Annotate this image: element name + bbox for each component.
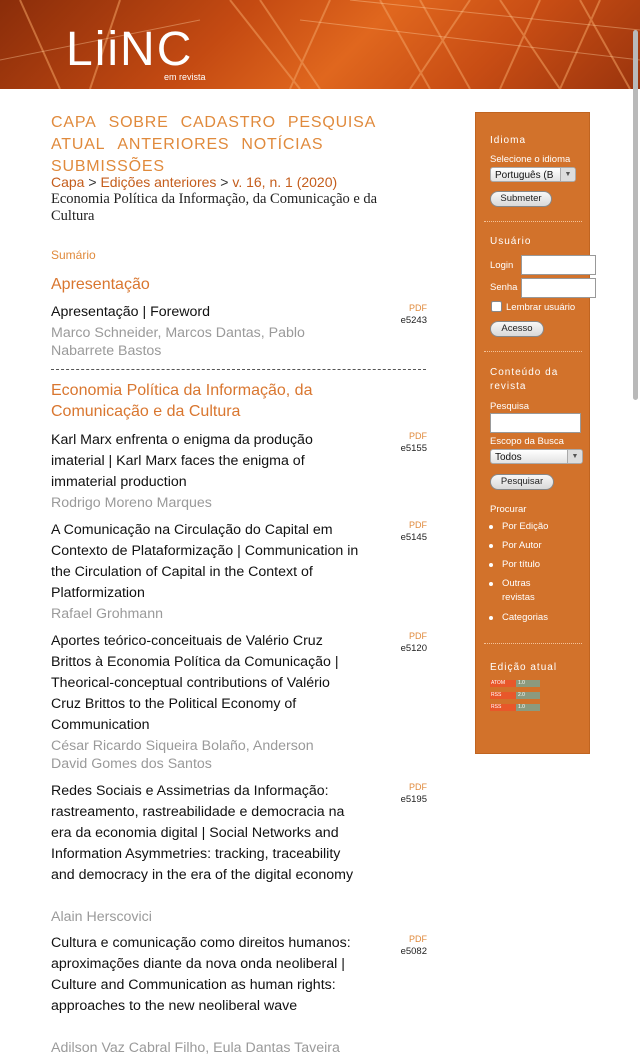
current-issue-heading: Edição atual <box>490 662 558 673</box>
pdf-link[interactable]: PDF <box>409 934 427 944</box>
section-divider <box>51 369 426 370</box>
article-authors: César Ricardo Siqueira Bolaño, Anderson David Gomes dos Santos <box>51 738 314 772</box>
article-code: e5120 <box>400 643 427 654</box>
pdf-link[interactable]: PDF <box>409 782 427 792</box>
chevron-down-icon: ▼ <box>567 450 582 463</box>
main-nav <box>51 112 421 178</box>
article-title[interactable]: A Comunicação na Circulação do Capital em Contexto de Plataformização | Communication in the Circulation of Capital in the Context of Platformization <box>51 522 359 601</box>
article-title[interactable]: Cultura e comunicação como direitos humanos: aproximações diante da nova onda neoliberal | Culture and Communication as human rights: approaches to the new neoliberal wave <box>51 935 351 1014</box>
nav-noticias[interactable]: NOTÍCIAS <box>241 136 324 153</box>
content-heading: Conteúdo da revista <box>490 367 559 392</box>
rss1-feed-badge[interactable] <box>490 704 540 711</box>
section-title: Economia Política da Informação, da Comunicação e da Cultura <box>51 382 313 420</box>
page-scrollbar[interactable] <box>633 30 638 400</box>
article-title[interactable]: Apresentação | Foreword <box>51 304 211 320</box>
breadcrumb-home[interactable]: Capa <box>51 174 85 190</box>
scope-select[interactable] <box>490 449 583 464</box>
article-code: e5155 <box>400 443 427 454</box>
article-title[interactable]: Aportes teórico-conceituais de Valério Cruz Brittos à Economia Política da Comunicação | Theorical-conceptual contributions of Valério Cruz Brittos to the Political Economy of Communication <box>51 633 339 733</box>
pdf-link[interactable]: PDF <box>409 631 427 641</box>
search-input[interactable] <box>490 413 581 433</box>
sidebar-divider <box>484 221 582 222</box>
pdf-link[interactable]: PDF <box>409 520 427 530</box>
toc-label: Sumário <box>51 248 96 262</box>
article-code: e5195 <box>400 794 427 805</box>
remember-checkbox[interactable] <box>491 301 502 312</box>
article-title[interactable]: Karl Marx enfrenta o enigma da produção imaterial | Karl Marx faces the enigma of immaterial production <box>51 432 313 490</box>
article-authors: Rafael Grohmann <box>51 606 163 622</box>
search-button[interactable]: Pesquisar <box>490 474 554 490</box>
language-label: Selecione o idioma <box>490 154 571 165</box>
categories-link[interactable]: Categorias <box>502 612 548 623</box>
pdf-link[interactable]: PDF <box>409 431 427 441</box>
nav-anteriores[interactable]: ANTERIORES <box>117 136 230 153</box>
breadcrumb-separator: > <box>220 174 229 190</box>
password-input[interactable] <box>521 278 596 298</box>
page-title: Economia Política da Informação, da Comunicação e da Cultura <box>51 191 378 224</box>
language-selected: Português (B <box>495 170 554 181</box>
browse-label: Procurar <box>490 504 527 515</box>
sidebar-divider <box>484 351 582 352</box>
breadcrumb <box>51 173 421 191</box>
remember-label: Lembrar usuário <box>506 302 576 313</box>
other-journals-link[interactable]: Outras revistas <box>502 577 550 605</box>
feed-type: RSS <box>490 704 516 711</box>
article-authors: Marco Schneider, Marcos Dantas, Pablo Nabarrete Bastos <box>51 325 305 359</box>
article-code: e5243 <box>400 315 427 326</box>
nav-capa[interactable]: CAPA <box>51 114 97 131</box>
access-button[interactable]: Acesso <box>490 321 544 337</box>
password-label: Senha <box>490 282 518 293</box>
nav-submissoes[interactable]: SUBMISSÕES <box>51 158 165 175</box>
browse-by-issue-link[interactable]: Por Edição <box>502 521 549 532</box>
submit-language-button[interactable]: Submeter <box>490 191 552 207</box>
chevron-down-icon: ▼ <box>560 168 575 181</box>
feed-version: 2.0 <box>516 692 540 699</box>
breadcrumb-separator: > <box>88 174 97 190</box>
user-heading: Usuário <box>490 236 532 247</box>
site-logo[interactable]: LiiNC <box>66 23 194 76</box>
nav-sobre[interactable]: SOBRE <box>108 114 169 131</box>
feed-version: 1.0 <box>516 704 540 711</box>
breadcrumb-issue[interactable]: v. 16, n. 1 (2020) <box>232 174 338 190</box>
rss2-feed-badge[interactable] <box>490 692 540 699</box>
language-heading: Idioma <box>490 135 527 146</box>
atom-feed-badge[interactable] <box>490 680 540 687</box>
nav-atual[interactable]: ATUAL <box>51 136 106 153</box>
article-title[interactable]: Redes Sociais e Assimetrias da Informação: rastreamento, rastreabilidade e democracia na era da economia digital | Social Networks and Information Asymmetries: tracking, traceability and democracy in the era of the digital economy <box>51 783 354 883</box>
site-logo-subtitle: em revista <box>164 72 206 82</box>
browse-by-author-link[interactable]: Por Autor <box>502 540 542 551</box>
nav-pesquisa[interactable]: PESQUISA <box>287 114 377 131</box>
feed-type: RSS <box>490 692 516 699</box>
browse-by-title-link[interactable]: Por título <box>502 559 541 570</box>
scope-label: Escopo da Busca <box>490 436 564 447</box>
breadcrumb-archive[interactable]: Edições anteriores <box>100 174 217 190</box>
feed-version: 1.0 <box>516 680 540 687</box>
login-label: Login <box>490 260 514 271</box>
article-authors: Alain Herscovici <box>51 909 152 925</box>
site-header <box>0 0 640 89</box>
language-select[interactable] <box>490 167 576 182</box>
login-input[interactable] <box>521 255 596 275</box>
pdf-link[interactable]: PDF <box>409 303 427 313</box>
article-authors: Adilson Vaz Cabral Filho, Eula Dantas Taveira <box>51 1040 340 1056</box>
section-title: Apresentação <box>51 276 150 293</box>
article-code: e5145 <box>400 532 427 543</box>
search-label: Pesquisa <box>490 401 530 412</box>
sidebar <box>475 112 590 754</box>
nav-cadastro[interactable]: CADASTRO <box>180 114 276 131</box>
article-code: e5082 <box>400 946 427 957</box>
scope-selected: Todos <box>495 452 522 463</box>
article-authors: Rodrigo Moreno Marques <box>51 495 212 511</box>
feed-type: ATOM <box>490 680 516 687</box>
sidebar-divider <box>484 643 582 644</box>
